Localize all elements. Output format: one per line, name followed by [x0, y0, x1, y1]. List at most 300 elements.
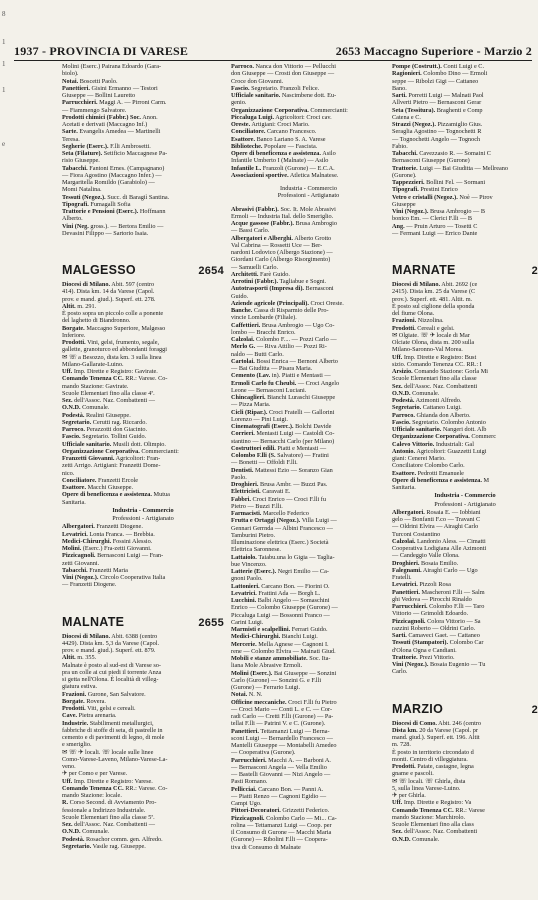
text-line: Albergatori. Rosaia E. — Iobbiani — [392, 508, 481, 516]
text-line: O.N.D. Comunale. — [62, 828, 110, 836]
text-line: m. 728. — [392, 741, 411, 749]
text-line: Parrucchieri. Colombo F.lli — Taro — [392, 603, 485, 610]
text-line: Opere di beneficenza e assistenza. Mutua — [62, 491, 170, 499]
text-line: Podestà. Realini Giuseppe. — [62, 411, 131, 419]
text-line: ✉ ☏ ✈ locali. ☏ locale sulle linee — [62, 748, 154, 756]
entry-category: Segretario. — [62, 418, 92, 426]
text-line: O.N.D. Comunale. — [392, 835, 440, 843]
text-line: don Giuseppe — Crosti don Giuseppe — — [231, 70, 335, 78]
text-line: Caffettieri. Brusa Ambrogio — Ugo Co- — [231, 321, 335, 329]
entry-category: Acque gassose (Fabbr.). — [231, 220, 294, 227]
entry-category: Opere di beneficenza e assistenza. — [231, 150, 321, 157]
text-line: Levatrici. Frattini Ada — Borgh L. — [231, 589, 321, 597]
entry-category: Lattaiolo. — [231, 553, 257, 561]
entry-category: Diocesi di Milano. — [392, 281, 441, 288]
text-line: monti. Centro di villeggiatura. — [392, 755, 468, 763]
text-line: Malnate è posto al sud-est di Varese so- — [62, 661, 161, 669]
text-line: Professioni - Artigianato — [277, 192, 340, 200]
entry-category: Panettieri. — [231, 727, 259, 735]
text-line: Pietro — Buzzi F.lli. — [231, 502, 283, 510]
text-line: Notai. Boscetti Paolo. — [62, 77, 118, 85]
text-line: Teresa. — [62, 135, 80, 143]
text-line: Uff. Imp. Dirette e Registro: Bust — [392, 353, 477, 361]
entry-category: Sez. — [62, 397, 73, 404]
text-line: Prodotti chimici (Fabbr.) Soc. Anon. — [62, 113, 158, 121]
entry-category: Molini (Eserc.). — [231, 669, 273, 677]
text-line: Esattore. Pedrotti Emanuele — [392, 469, 464, 477]
text-line: Borgate. Maccagno Superiore, Malgesso — [62, 324, 166, 332]
entry-category: Prodotti. — [392, 763, 416, 770]
text-line: Seta (Tessitura). Braghenti e Comp — [392, 106, 483, 114]
entry-category: Tabacchi. — [392, 150, 418, 157]
entry-category: Fascio. — [231, 84, 250, 92]
text-line: gname e pascoli. — [392, 770, 434, 778]
entry-category: Uff. — [62, 777, 73, 785]
entry-category: Calzolai. — [392, 537, 416, 545]
text-line: fessionale a Indirizzo Industriale. — [62, 806, 146, 814]
text-line: Scuole Elementari fino alla classe 4ª. — [62, 389, 155, 397]
entry-category: Segretario. — [392, 404, 422, 412]
entry-category: Pompe (Costrutt.). — [392, 63, 442, 70]
entry-category: Albergatori e Alberghi. — [231, 234, 293, 242]
text-line: O.N.D. Comunale. — [392, 389, 440, 397]
text-line: Trattorie e Pensioni (Eserc.). Hoffmann — [62, 208, 166, 215]
text-line: Cartolai. Bossi Enrica — Bernoni Alberto — [231, 357, 338, 365]
text-line: È posto in territorio circondato d — [392, 748, 474, 756]
text-line: Segherie (Eserc.). F.lli Ambrosetti. — [62, 142, 151, 150]
text-line: Milano-Saronno-Val Morea. — [392, 346, 463, 354]
text-line: Pellicciai. Carcano Bon. — Panni A. — [231, 785, 324, 793]
text-line: Giordani Carlo (Albergo Risorgimento) — [231, 256, 331, 264]
text-line: Latterie (Eserc.). Negri Emilio — Ca- — [231, 568, 329, 575]
text-line: Uff. Imp. Dirette e Registro: Gavirate. — [62, 368, 158, 375]
text-line: R. Corso Second. di Avviamento Pro- — [62, 799, 157, 807]
text-line: Sez. dell'Assoc. Naz. Combattenti — [392, 828, 478, 836]
entry-category: Conciliatore. — [62, 476, 97, 484]
text-line: Lattonieri. Carcano Bon. — Fiorini O. — [231, 582, 330, 590]
entry-category: Medici-Chirurghi. — [231, 633, 281, 641]
text-line: Marmisti e scalpellini. Ferrari Guido. — [231, 626, 328, 633]
entry-category: Sez. — [392, 828, 403, 836]
town-name: MARZIO — [392, 701, 444, 716]
entry-category: Officine meccaniche. — [231, 698, 287, 706]
text-line: Trattorie. Prezi Vittorio. — [392, 653, 455, 661]
subsection-title: Industria - Commercio — [112, 506, 174, 514]
text-line: d'Olona Ogna e Candiani. — [392, 646, 457, 654]
entry-category: Altit. — [62, 302, 76, 310]
entry-category: Sarte. — [62, 128, 78, 136]
text-line: liana Mole Abrasive Ermoli. — [231, 662, 303, 670]
entry-category: Segretario. — [62, 842, 92, 850]
entry-category: Parrucchieri. — [62, 99, 98, 107]
text-line: Falegnami. Airaghi Carlo — Ugo — [392, 566, 478, 574]
text-line: Chincaglieri. Bianchi Luraschi Giuseppe — [231, 394, 336, 401]
text-line: Levatrici. Lonta Franca. — Brebbia. — [62, 530, 155, 538]
text-line: Guido. — [231, 292, 249, 300]
text-line: Conciliatore. Franzetti Ercole — [62, 476, 139, 484]
entry-category: Biblioteche. — [231, 142, 263, 150]
entry-category: Dentisti. — [231, 466, 254, 474]
text-line: Vini (Negoz.). Circolo Cooperativa Italia — [62, 574, 166, 581]
text-line: sconi Luigi — Bernardello Francesco — — [231, 734, 333, 742]
entry-category: Levatrici. — [62, 530, 88, 538]
text-line: Diocesi di Milano. Abit. 597 (centro — [62, 281, 155, 288]
entry-category: Comando Tenenza CC. — [62, 784, 124, 792]
entry-category: Cicli (Ripar.). — [231, 408, 268, 416]
text-line: Fascio. Segretario. Tollini Guido. — [62, 433, 147, 441]
text-line: Cave. Pietra arenaria. — [62, 712, 117, 720]
entry-category: Podestà. — [62, 835, 85, 843]
text-line: Segretario. Cerutti rag. Riccardo. — [62, 418, 147, 426]
text-line: mando Stazione: Gavirate. — [62, 382, 129, 390]
entry-category: Chincaglieri. — [231, 394, 266, 401]
section-heading-malgesso — [62, 263, 224, 279]
text-line: Tipografi. Prestini Enrico — [392, 186, 458, 194]
entry-category: Latterie (Eserc.). — [231, 568, 277, 575]
entry-category: Fascio. — [62, 433, 81, 441]
section-heading-marnate — [392, 263, 538, 279]
town-number: 2 — [531, 265, 538, 277]
text-line: Lorenzo — Pini Luigi. — [231, 415, 288, 423]
text-line: Prodotti. Patate, castagne, legna — [392, 763, 474, 770]
entry-category: Uff. — [392, 799, 403, 807]
text-line: — Piatti Renzo — Cagnoni Egidio — — [231, 792, 327, 800]
entry-category: Tipografi. — [392, 186, 419, 194]
text-line: gallette, granoturco ed abbondanti foraggi — [62, 346, 167, 354]
text-line: tellai F.lli — Patrini V. e C. (Gurone). — [231, 720, 326, 728]
entry-category: Droghieri. — [392, 559, 420, 567]
text-line: Sarti. Camaveci Gaet. — Cattaneo — [392, 632, 480, 639]
text-line: Campi Ugo. — [231, 800, 262, 807]
text-line: Fabbri. Croci Enrico — Croci F.lli fu — [231, 495, 326, 503]
text-line: Sez. dell'Assoc. Naz. Combattenti — — [62, 821, 155, 828]
text-line: il Consumo di Gurone — Macchi Maria — [231, 829, 332, 836]
text-line: Oreste. Artigiani: Croci Mario. — [231, 121, 310, 128]
town-name: MALNATE — [62, 614, 125, 629]
entry-category: Pittori-Decoratori. — [231, 807, 281, 815]
text-line: lombo — Bracchi Enrico. — [231, 328, 296, 336]
text-line: Corrieri. Mentasti Luigi — Castoldi Co- — [231, 430, 335, 438]
entry-category: Organizzazione Corporativa. — [231, 106, 309, 114]
entry-category: Frutta e Ortaggi (Negoz.). — [231, 517, 301, 525]
text-line: Vini (Negoz.). Brusa Ambrogio — B — [392, 208, 486, 215]
entry-category: Tipografi. — [62, 200, 89, 208]
text-line: Albergatori e Alberghi. Alberto Grotto — [231, 234, 332, 242]
text-line: Elettricisti. Caravati E. — [231, 488, 291, 496]
text-line: Sez. dell'Assoc. Naz. Combattenti — — [62, 397, 155, 404]
text-line: (Gurone). — [392, 171, 417, 179]
text-line: Inferiore. — [62, 331, 86, 339]
entry-category: Ragionieri. — [392, 70, 422, 78]
text-line: Seraglia Agostino — Tognochetti R — [392, 128, 482, 136]
entry-category: Architetti. — [231, 270, 259, 278]
entry-category: Industrie. — [62, 719, 89, 727]
entry-category: Cemento (Lav. — [231, 372, 271, 380]
text-line: Paolo. — [231, 473, 247, 481]
entry-category: Colombo F.lli (S. — [231, 452, 276, 459]
text-line: Panettieri. Mascheroni F.lli — Salm — [392, 588, 485, 596]
text-line: — Fiammengo Salvatore. — [62, 106, 127, 114]
entry-category: Droghieri. — [231, 481, 259, 488]
text-line: Podestà. Azimonti Alfredo. — [392, 397, 462, 404]
text-line: Carlo. — [392, 668, 408, 676]
text-line: Devasini Filippo — Sartorio Isaia. — [62, 229, 149, 237]
text-line: Abrasivi (Fabbr.). Soc. It. Mole Abrasivi — [231, 205, 336, 213]
entry-category: Elettricisti. — [231, 488, 261, 496]
text-line: Uff. Imp. Dirette e Registro: Va — [392, 799, 472, 807]
margin-mark: 1 — [2, 86, 6, 94]
text-line: Parrucchieri. Macchi A. — Barboni A. — [231, 756, 331, 764]
entry-category: Arsizio. — [392, 368, 413, 375]
text-line: veno. — [62, 763, 76, 770]
entry-category: Cave. — [62, 712, 78, 720]
text-line: Farmacisti. Marcello Federico — [231, 510, 309, 517]
text-line: Tamburini Pietro. — [231, 531, 276, 539]
entry-category: O.N.D. — [62, 828, 81, 836]
text-line: Seta (Filature). Setificio Maccagnese Pa- — [62, 150, 168, 157]
text-line: mando Stazione: Marchirolo. — [392, 813, 466, 821]
text-line: Tipografi. Fumagalli Sofia — [62, 200, 131, 208]
text-line: Autotrasporti (Impresa di). Bernasconi — [231, 285, 334, 293]
margin-mark: 1 — [2, 60, 6, 68]
text-line: — Croci Mario — Conti L. e C. — Cor- — [231, 705, 333, 713]
text-line: Arsizio. Comando Stazione: Gorla Mi — [392, 368, 488, 375]
text-line: Alberto. — [62, 215, 83, 223]
text-line: stantino — Bernacchi Carlo (per Milano) — [231, 437, 335, 445]
text-line: e smeriglio. — [62, 741, 92, 749]
entry-category: O.N.D. — [392, 389, 411, 397]
text-line: Pizzicagnoli. Colombo Carlo — Mi... Ca- — [231, 814, 337, 822]
column-1 — [62, 63, 224, 850]
entry-category: Trattorie. — [392, 164, 418, 172]
text-line: cemento e di pavimenti di legno, di mole — [62, 734, 165, 741]
entry-category: Costruttori edili. — [231, 444, 276, 452]
entry-category: Diocesi di Milano. — [62, 632, 111, 640]
text-line: Officine meccaniche. Croci F.lli fu Pietro — [231, 698, 337, 706]
entry-category: Comando Tenenza CC. — [392, 806, 454, 814]
entry-category: Tessuti (Negoz.). — [62, 193, 106, 201]
entry-category: Notai. — [62, 77, 79, 85]
entry-category: Medici-Chirurghi. — [62, 537, 112, 545]
entry-category: Prodotti chimici (Fabbr.) Soc. — [62, 113, 141, 121]
entry-category: Uff. — [62, 368, 73, 375]
text-line: si getta nell'Olona. È località di villeg- — [62, 676, 159, 683]
text-line: Fabio. — [392, 142, 408, 150]
text-line: prov.). Superf. ett. 481. Altit. m. — [392, 295, 473, 303]
entry-category: Ermoli Carlo fu Cheubi. — [231, 379, 297, 387]
text-line: — Fiora Agostino (Maccagno Infer.) — — [62, 171, 162, 179]
header-right: 2653 Maccagno Superiore - Marzio 2 — [335, 44, 532, 58]
text-line: Illuminazione elettrica (Eserc.) Società — [231, 539, 329, 546]
subsection-subtitle: Professioni - Artigianato — [434, 500, 496, 508]
text-line: Colombo F.lli (S. Salvatore) — Fratini — [231, 452, 329, 459]
text-line: ✈ per Como e per Varese. — [62, 770, 128, 778]
margin-mark: e — [2, 140, 6, 148]
text-line: Diocesi di Milano. Abit. 6388 (centro — [62, 632, 158, 640]
text-line: Infantile L. Franzoli (Gurone) — E.C.A. — [231, 164, 335, 172]
margin-mark: 8 — [2, 10, 6, 18]
text-line: Cicli (Ripar.). Croci Fratelli — Gallorini — [231, 408, 335, 416]
text-line: Costruttori edili. Piatti e Mentasti — — [231, 444, 327, 452]
text-line: Pittori-Decoratori. Grizzetti Federico. — [231, 807, 330, 815]
text-line: Ang. — Pruin Arturo — Tosetti C — [392, 222, 478, 230]
text-line: vincie Lombarde (Filiale). — [231, 314, 297, 322]
text-line: Trattorie. Luigi — Bai Giuditta — Mellreano — [392, 164, 509, 172]
text-line: Sanitaria. — [62, 498, 86, 506]
text-line: Sanitaria. — [392, 484, 416, 491]
header-rule — [14, 60, 532, 61]
text-line: gelo — Bonfanti F.co — Travani C — [392, 516, 481, 523]
text-line: prov. e mand. giud.). Superf. ett. 278. — [62, 295, 156, 303]
malgesso-industry-list — [62, 523, 224, 588]
text-line: ✉ Olgiate. ☏ ✈ locale di Mar — [392, 331, 470, 339]
entry-category: Tabacchi. — [62, 164, 88, 172]
entry-category: Esattore. — [231, 135, 256, 143]
text-line: Giuseppe — [392, 200, 416, 208]
text-line: Val Cabrina — Rossetti Uce — Ber- — [231, 241, 323, 249]
entry-category: Oreste. — [231, 121, 251, 128]
margin-mark: 1 — [2, 38, 6, 46]
text-line: Prodotti. Cereali e gelsi. — [392, 324, 455, 332]
text-line: — Fermani Luigi — Errico Dante — [392, 229, 478, 237]
entry-category: Lattonieri. — [231, 582, 260, 590]
entry-category: Altit. — [62, 654, 76, 662]
text-line: del laghetto di Biandronno. — [62, 317, 131, 325]
text-line: Albergatori. Franzetti Diogene. — [62, 523, 143, 531]
text-line: 4429). Dista km. 5,3 da Varese (Capol. — [62, 639, 160, 647]
text-line: Acetati e derivati (Maccagno Inf.) — [62, 121, 148, 128]
text-line: Panettieri. Tettamanzi Luigi — Berna- — [231, 727, 330, 735]
text-line: Biblioteche. Popolare — Fascista. — [231, 142, 318, 150]
text-line: Parroco. Nanca don Vittorio — Pellucchi — [231, 63, 336, 70]
text-line: Aziende agricole (Principali). Croci Oreste. — [231, 299, 344, 307]
text-line: Calevo Vittorio. Industriali: Gal — [392, 440, 474, 448]
entry-category: Notai. — [231, 691, 248, 699]
text-line: Comando Tenenza CC. RR.: Varese. Co- — [62, 784, 168, 792]
entry-category: Dista km. — [392, 726, 418, 734]
entry-category: Merlo G. — [231, 343, 256, 351]
text-line: — Candeggio Valle Olona. — [392, 552, 460, 560]
entry-category: Antonio. — [392, 447, 416, 455]
text-line: Opere di beneficenza e assistenza. Asilo — [231, 150, 336, 157]
text-line: (Gurone) — Ferrario Luigi. — [231, 684, 301, 691]
entry-category: Banche. — [231, 307, 253, 314]
text-line: Bano. — [392, 84, 407, 92]
text-line: — Pizza Maria. — [231, 401, 271, 409]
text-line: naldo — Butti Carlo. — [231, 350, 284, 358]
text-line: Tappezzieri. Bollini Fel. — Sormani — [392, 179, 486, 186]
town-number: 2 — [531, 703, 538, 716]
entry-category: Strazzi (Negoz.). — [392, 121, 436, 128]
entry-category: Abrasivi (Fabbr.). — [231, 205, 279, 213]
text-line: prov. e mand. giud.). Superf. ett. 879. — [62, 647, 156, 654]
text-line: — Samuelli Carlo. — [231, 263, 279, 271]
entry-category: Seta (Filature). — [62, 150, 103, 157]
text-line: Banche. Cassa di Risparmio delle Pro- — [231, 307, 329, 314]
subsection-title: Industria - Commercio — [434, 492, 496, 500]
text-line: bue Vincenzo. — [231, 560, 267, 568]
text-line: zetti Arrigo. Artigiani: Franzetti Dome- — [62, 462, 161, 470]
text-line: Momi Natalina. — [62, 186, 102, 194]
text-line: Dista km. 20 da Varese (Capol. pr — [392, 726, 478, 734]
text-line: Sarte. Evangelis Amedea — Martinelli — [62, 128, 161, 136]
text-line: Conciliatore. Carcano Francesco. — [231, 128, 317, 136]
entry-category: Arrotini (Fabbr.). — [231, 278, 279, 285]
text-line: Ufficiale sanitario. Musili dott. Olimpio. — [62, 440, 166, 448]
text-line: Milano-Gallarate-Luino. — [62, 360, 124, 368]
column-2 — [231, 63, 386, 851]
text-line: Scuole Elementari fino alla classe — [392, 375, 477, 383]
text-line: Catena e C. — [392, 113, 421, 121]
text-line: Enrico — Colombo Giuseppe (Gurone) — — [231, 604, 338, 612]
entry-category: Mobili e stanze ammobiliate. — [231, 655, 308, 662]
text-line: risio Giuseppe. — [62, 157, 100, 165]
text-line: Vetro e cristalli (Negoz.). Noè — Pirov — [392, 193, 493, 201]
entry-category: Opere di beneficenza e assistenza. — [392, 476, 482, 484]
marnate-intro — [392, 281, 538, 491]
entry-category: Prodotti. — [62, 705, 86, 712]
malnate-entries-continued — [392, 63, 538, 237]
entry-category: Fascio. — [392, 418, 411, 426]
text-line: Scuole Elementari fino alla classe 5ª. — [62, 813, 155, 821]
text-line: Fratelli. — [392, 574, 412, 581]
text-line: Ragionieri. Colombo Dino — Ermoli — [392, 70, 488, 78]
text-line: (Gurone) — Ribolini F.lli — Coopera- — [231, 836, 328, 844]
entry-category: Parroco. — [231, 63, 254, 70]
text-line: Ermoli — Industria Ital. dello Smeriglio. — [231, 212, 334, 220]
text-line: Acque gassose (Fabbr.). Brusa Ambrogio — [231, 220, 338, 227]
entry-category: Tabacchi. — [62, 566, 88, 574]
text-line: Elettrica Saronnese. — [231, 546, 281, 554]
entry-category: Ang. — [392, 222, 405, 230]
entry-category: Prodotti. — [62, 339, 86, 346]
malnate-intro — [62, 633, 224, 851]
entry-category: Diocesi di Milano. — [62, 281, 111, 288]
text-line: Opere di beneficenza e assistenza. M — [392, 476, 490, 484]
text-line: Pizzicagnoli. Bernasconi Luigi — Fran- — [62, 552, 164, 560]
text-line: O.N.D. Comunale. — [62, 404, 110, 412]
text-line: Esattore. Banco Lariano S. A. Varese — [231, 135, 326, 143]
text-line: Borgate. Rovera. — [62, 697, 106, 705]
text-line: razzini Roberto — Oldrini Carlo. — [392, 624, 476, 632]
text-line: Frutta e Ortaggi (Negoz.). Villa Luigi — — [231, 517, 337, 525]
text-line: — Franzetti Diogene. — [62, 581, 117, 589]
text-line: Tessuti (Stampatori). Colombo Car — [392, 639, 484, 647]
text-line: Como-Varese-Laveno, Milano-Varese-La- — [62, 755, 168, 763]
text-line: Mantelli Giuseppe — Montabelli Amedeo — [231, 742, 337, 749]
text-line: Cinematografi (Eserc.). Bolchi Davide — [231, 423, 332, 430]
entry-category: Fabbri. — [231, 495, 251, 503]
text-line: Segretario. Cattaneo Luigi. — [392, 404, 462, 412]
text-line: Industria - Commercio — [280, 185, 337, 192]
text-line: Dentisti. Mattessi Ezio — Soranzo Gian — [231, 466, 333, 474]
malgesso-intro — [62, 281, 224, 506]
entry-category: Ufficiale sanitario. — [231, 92, 281, 99]
text-line: Droghieri. Brusa Ambr. — Buzzi Pas. — [231, 481, 328, 488]
entry-category: Segherie (Eserc.). — [62, 142, 109, 150]
entry-category: Pizzicagnoli. — [392, 617, 426, 625]
text-line: — Bonetti — Offoldi F.lli. — [231, 459, 298, 467]
entry-category: Parroco. — [62, 426, 85, 433]
text-line: — Bernasconi Angela — Vella Emilio — [231, 763, 327, 771]
text-line: Comando Tenenza CC. RR.: Varese. Co- — [62, 375, 168, 383]
text-line: Organizzazione Corporativa. Commercianti: — [231, 106, 348, 114]
text-line: giani: Cenerei Mario. — [392, 455, 446, 462]
entry-category: Panettieri. — [392, 588, 420, 596]
text-line: — Bastelli Giovanni — Nizi Angelo — — [231, 771, 331, 778]
text-line: 5, sulla linea Varese-Luino. — [392, 784, 461, 792]
entry-category: Albergatori. — [62, 523, 95, 531]
